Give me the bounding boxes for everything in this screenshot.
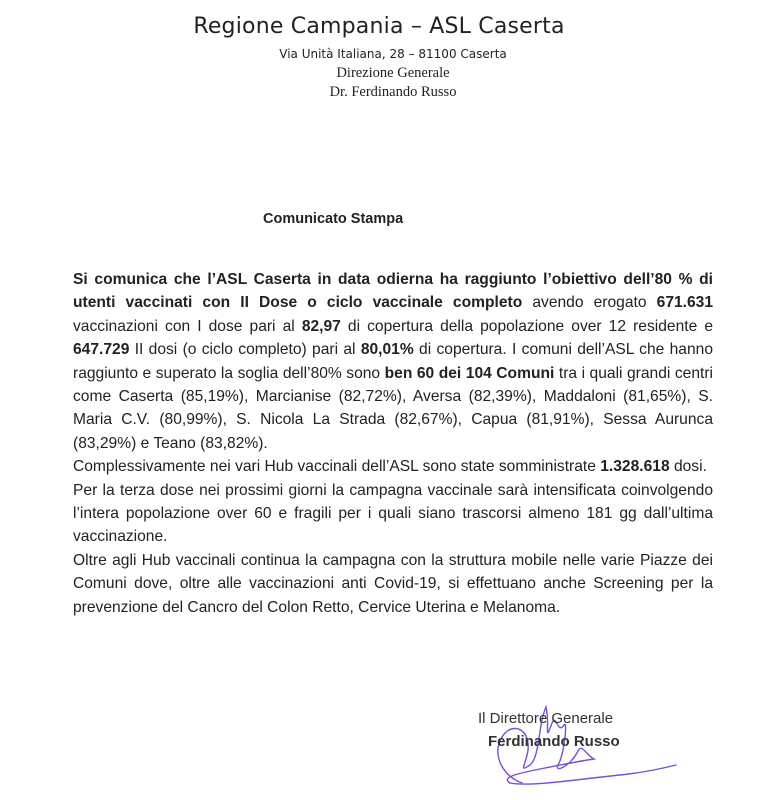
second-dose-coverage: 80,01% [360,341,414,359]
paragraph-total-doses [73,455,713,478]
text: dosi. [669,458,707,476]
text: di copertura della popolazione over 12 residente e [340,317,713,335]
paragraph-mobile-campaign: Oltre agli Hub vaccinali continua la campagna con la struttura mobile nelle varie Piazze dei Comuni dove, oltre alle vaccinazioni anti Covid-19, si effettuano anche Screening per la prevenzione del Cancro del Colon Retto, Cervice Uterina e Melanoma. [73,551,713,616]
letterhead-address: Via Unità Italiana, 28 – 81100 Caserta [279,47,507,61]
first-dose-count: 671.631 [656,294,714,312]
letterhead-director: Dr. Ferdinando Russo [329,84,457,100]
text: II dosi (o ciclo completo) pari al [129,341,361,359]
letterhead-department: Direzione Generale [336,65,450,81]
total-doses: 1.328.618 [600,458,670,476]
first-dose-coverage: 82,97 [301,317,341,335]
press-release-body [73,268,713,619]
text: di copertura. I comuni dell’ASL che hanno raggiunto e superato la soglia dell’80% sono [73,341,713,382]
signatory-role: Il Direttore Generale [478,710,614,727]
document-heading: Comunicato Stampa [263,211,404,227]
paragraph-third-dose: Per la terza dose nei prossimi giorni la campagna vaccinale sarà intensificata coinvolgendo l’intera popolazione over 60 e fragili per i quali siano trascorsi almeno 181 gg dall’ultima vaccinazione. [73,481,713,546]
signatory-name: Ferdinando Russo [488,733,620,750]
lead-statement: Si comunica che l’ASL Caserta in data odierna ha raggiunto l’obiettivo dell’80 % di utenti vaccinati con II Dose o ciclo vaccinale completo [73,271,713,312]
municipalities-count: ben 60 dei 104 Comuni [384,364,555,382]
text: tra i quali grandi centri come Caserta (85,19%), Marcianise (82,72%), Aversa (82,39%), Maddaloni (81,65%), S. Maria C.V. (80,99%), S. Nicola La Strada (82,67%), Capua (81,91%), Sessa Aurunca (83,29%) e Teano (83,82%). [73,364,714,452]
letterhead-title: Regione Campania – ASL Caserta [193,14,565,39]
second-dose-count: 647.729 [73,341,130,359]
text: avendo erogato [522,294,657,312]
text: vaccinazioni con I dose pari al [73,317,302,335]
text: Complessivamente nei vari Hub vaccinali dell’ASL sono state somministrate [73,458,601,476]
paragraph-coverage [73,268,713,455]
